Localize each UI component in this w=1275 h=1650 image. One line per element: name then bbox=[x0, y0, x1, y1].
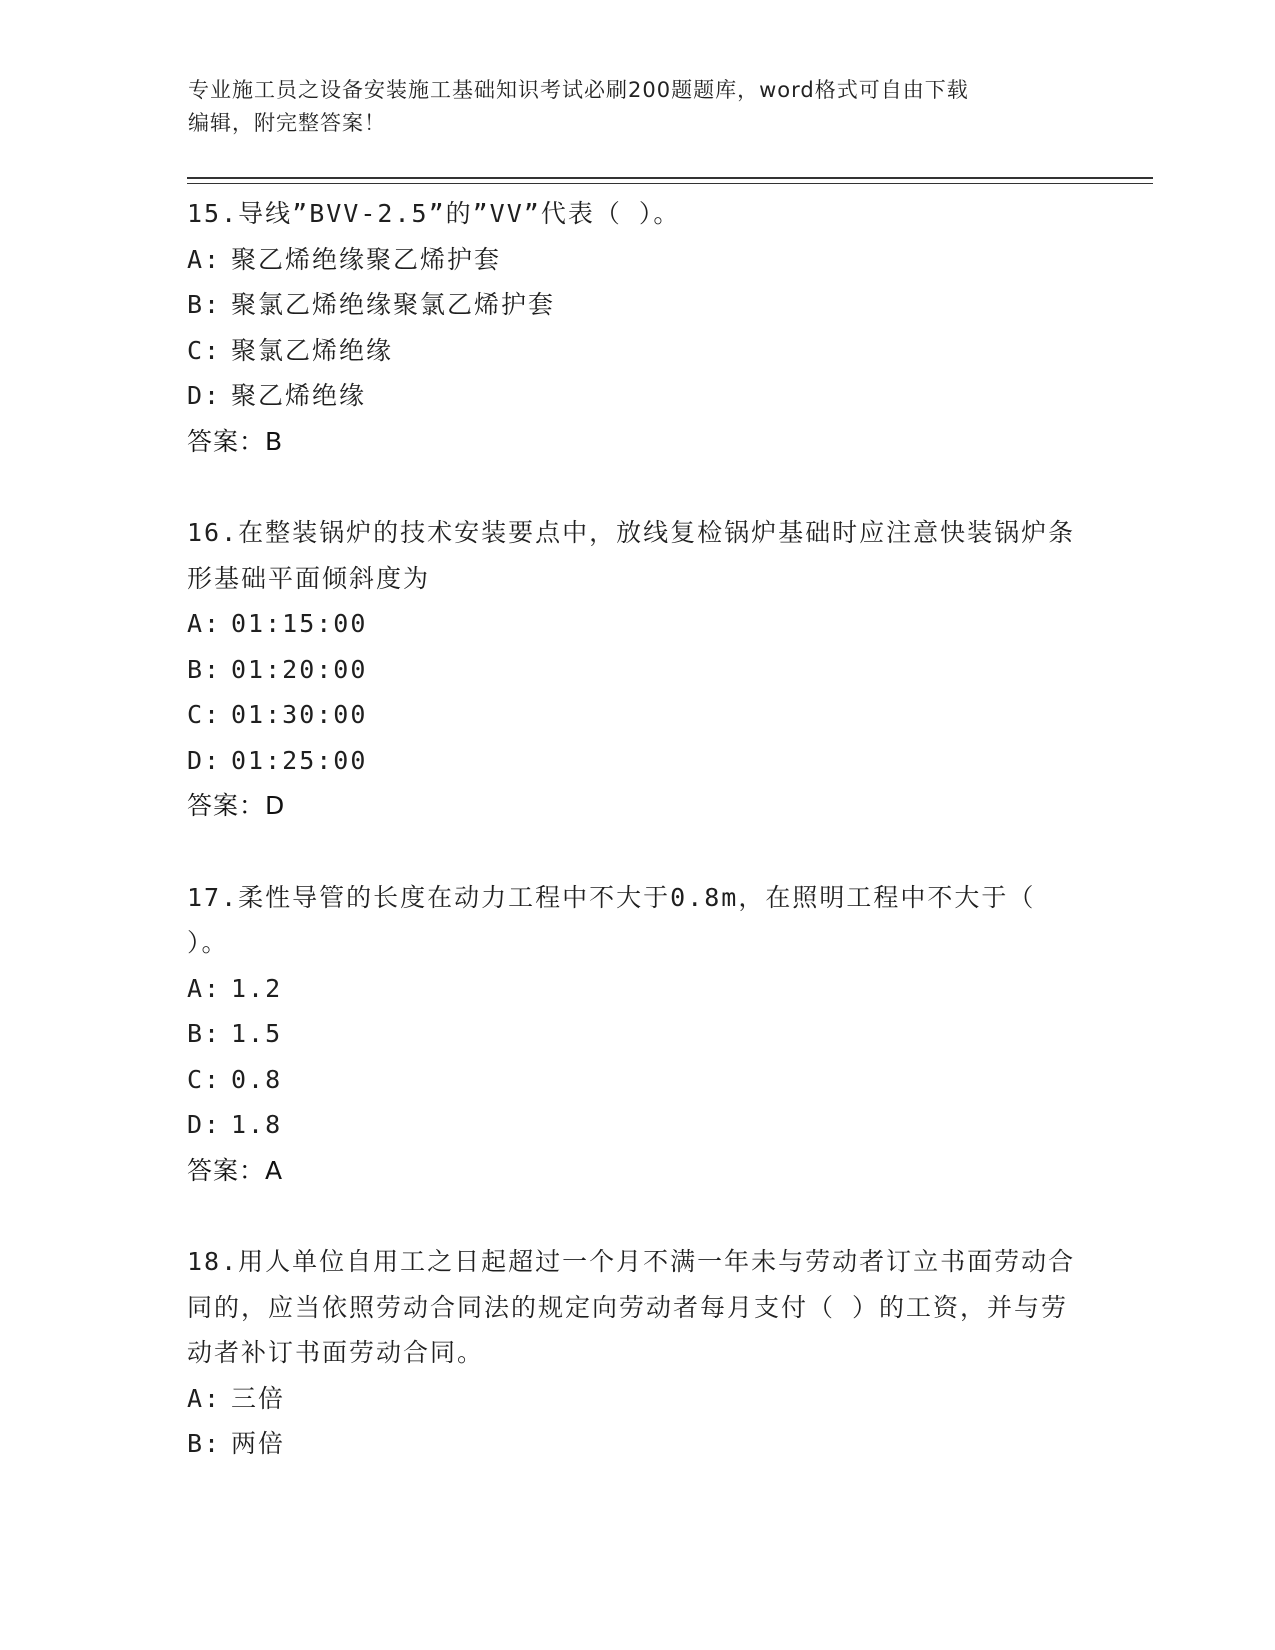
question-stem: 16.在整装锅炉的技术安装要点中，放线复检锅炉基础时应注意快装锅炉条形基础平面倾斜度为 bbox=[187, 518, 1076, 593]
option-label: C: bbox=[187, 700, 222, 729]
answer-line: 答案：D bbox=[187, 791, 286, 820]
option-label: B: bbox=[187, 1429, 222, 1458]
option-label: D: bbox=[187, 1110, 222, 1139]
option-text: 两倍 bbox=[231, 1429, 286, 1458]
document-header bbox=[188, 74, 1068, 140]
header-title-line-2: 编辑，附完整答案！ bbox=[188, 111, 386, 135]
option-c bbox=[187, 1057, 1087, 1103]
option-d bbox=[187, 373, 1087, 419]
option-a bbox=[187, 601, 1087, 647]
option-text: 01:20:00 bbox=[231, 654, 368, 684]
option-label: C: bbox=[187, 1064, 222, 1094]
question-stem: 18.用人单位自用工之日起超过一个月不满一年未与劳动者订立书面劳动合同的，应当依照劳动合同法的规定向劳动者每月支付（ ）的工资，并与劳动者补订书面劳动合同。 bbox=[187, 1247, 1076, 1367]
header-title-line-1: 专业施工员之设备安装施工基础知识考试必刷200题题库，word格式可自由下载 bbox=[188, 78, 969, 102]
option-d bbox=[187, 738, 1087, 784]
option-a bbox=[187, 1376, 1087, 1422]
header-divider-thin bbox=[187, 183, 1153, 184]
question-list bbox=[187, 191, 1087, 1467]
option-a bbox=[187, 966, 1087, 1012]
option-b bbox=[187, 647, 1087, 693]
header-divider-thick bbox=[187, 177, 1153, 179]
question-16 bbox=[187, 510, 1087, 829]
option-text: 聚乙烯绝缘聚乙烯护套 bbox=[231, 244, 502, 274]
option-b bbox=[187, 282, 1087, 328]
option-text: 三倍 bbox=[231, 1383, 286, 1413]
option-text: 1.2 bbox=[231, 973, 283, 1003]
answer-line: 答案：A bbox=[187, 1155, 284, 1185]
option-b bbox=[187, 1421, 1087, 1467]
option-label: B: bbox=[187, 1019, 222, 1048]
question-stem: 15.导线”BVV-2.5”的”VV”代表（ ）。 bbox=[187, 199, 681, 228]
question-17 bbox=[187, 875, 1087, 1194]
option-label: D: bbox=[187, 381, 222, 410]
option-text: 01:15:00 bbox=[231, 609, 368, 638]
option-text: 01:30:00 bbox=[231, 700, 368, 729]
option-text: 0.8 bbox=[231, 1064, 283, 1094]
option-c bbox=[187, 328, 1087, 374]
option-label: B: bbox=[187, 654, 222, 684]
option-text: 1.5 bbox=[231, 1019, 283, 1048]
question-18 bbox=[187, 1239, 1087, 1467]
option-text: 01:25:00 bbox=[231, 745, 368, 775]
option-label: A: bbox=[187, 609, 222, 638]
option-text: 聚氯乙烯绝缘 bbox=[231, 335, 394, 365]
option-label: D: bbox=[187, 745, 222, 775]
answer-line: 答案：B bbox=[187, 426, 284, 456]
option-text: 1.8 bbox=[231, 1110, 283, 1139]
option-label: A: bbox=[187, 1383, 222, 1413]
question-stem: 17.柔性导管的长度在动力工程中不大于0.8m，在照明工程中不大于（ ）。 bbox=[187, 882, 1036, 957]
option-text: 聚乙烯绝缘 bbox=[231, 381, 367, 410]
option-b bbox=[187, 1011, 1087, 1057]
option-text: 聚氯乙烯绝缘聚氯乙烯护套 bbox=[231, 290, 556, 319]
option-label: C: bbox=[187, 335, 222, 365]
question-15 bbox=[187, 191, 1087, 464]
option-label: B: bbox=[187, 290, 222, 319]
option-a bbox=[187, 237, 1087, 283]
option-label: A: bbox=[187, 973, 222, 1003]
option-label: A: bbox=[187, 244, 222, 274]
option-c bbox=[187, 692, 1087, 738]
option-d bbox=[187, 1102, 1087, 1148]
